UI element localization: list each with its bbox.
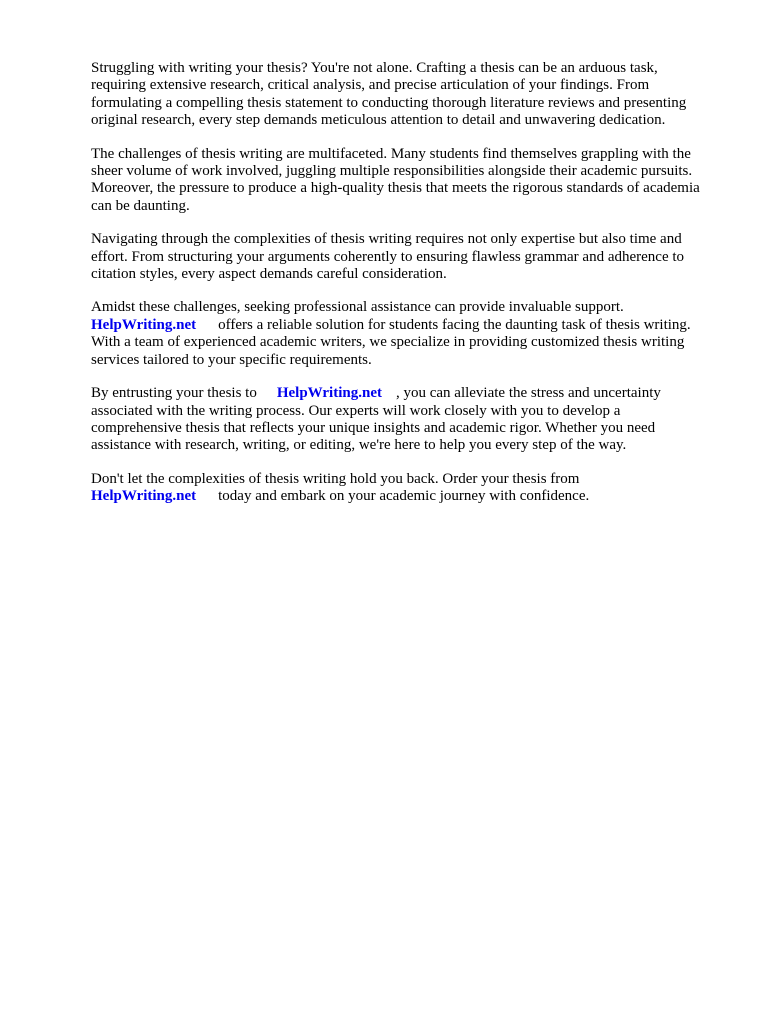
helpwriting-link[interactable]: HelpWriting.net xyxy=(91,488,197,505)
text-line xyxy=(91,488,731,505)
helpwriting-link[interactable]: HelpWriting.net xyxy=(276,385,382,402)
text-line: Amidst these challenges, seeking professional assistance can provide invaluable support. xyxy=(91,299,624,316)
paragraph-closing xyxy=(91,471,731,506)
text-line: sheer volume of work involved, juggling multiple responsibilities alongside their academic pursuits. xyxy=(91,163,693,180)
text-line: With a team of experienced academic writers, we specialize in providing customized thesis writing xyxy=(91,334,685,351)
paragraph-assistance xyxy=(91,299,731,369)
text-line: requiring extensive research, critical analysis, and precise articulation of your findings. From xyxy=(91,77,650,94)
text-line: formulating a compelling thesis statement to conducting thorough literature reviews and presenting xyxy=(91,94,687,111)
text-line: assistance with research, writing, or editing, we're here to help you every step of the way. xyxy=(91,437,627,454)
text-line: original research, every step demands meticulous attention to detail and unwavering dedication. xyxy=(91,112,666,129)
text-line: can be daunting. xyxy=(91,197,190,214)
text-line: comprehensive thesis that reflects your unique insights and academic rigor. Whether you need xyxy=(91,419,656,436)
text-line: Don't let the complexities of thesis writing hold you back. Order your thesis from xyxy=(91,470,580,487)
text-line: Moreover, the pressure to produce a high-quality thesis that meets the rigorous standards of academia xyxy=(91,180,700,197)
text-line xyxy=(91,385,731,402)
text-line: associated with the writing process. Our experts will work closely with you to develop a xyxy=(91,402,621,419)
document-body xyxy=(91,60,731,522)
text-line: Struggling with writing your thesis? You're not alone. Crafting a thesis can be an arduous task, xyxy=(91,60,658,76)
helpwriting-link[interactable]: HelpWriting.net xyxy=(91,316,197,333)
text-line: effort. From structuring your arguments coherently to ensuring flawless grammar and adherence to xyxy=(91,248,685,265)
text-fragment: , you can alleviate the stress and uncertainty xyxy=(395,385,661,402)
text-line: services tailored to your specific requirements. xyxy=(91,351,372,368)
paragraph-entrusting xyxy=(91,385,731,455)
paragraph-intro xyxy=(91,60,731,130)
text-line xyxy=(91,317,731,334)
text-fragment: By entrusting your thesis to xyxy=(91,385,257,402)
text-fragment: offers a reliable solution for students facing the daunting task of thesis writing. xyxy=(218,316,691,333)
paragraph-complexities xyxy=(91,231,731,283)
text-fragment: today and embark on your academic journey with confidence. xyxy=(218,488,590,505)
text-line: The challenges of thesis writing are multifaceted. Many students find themselves grappling with the xyxy=(91,145,691,162)
paragraph-challenges xyxy=(91,146,731,216)
text-line: citation styles, every aspect demands careful consideration. xyxy=(91,266,447,283)
text-line: Navigating through the complexities of thesis writing requires not only expertise but also time and xyxy=(91,231,682,248)
